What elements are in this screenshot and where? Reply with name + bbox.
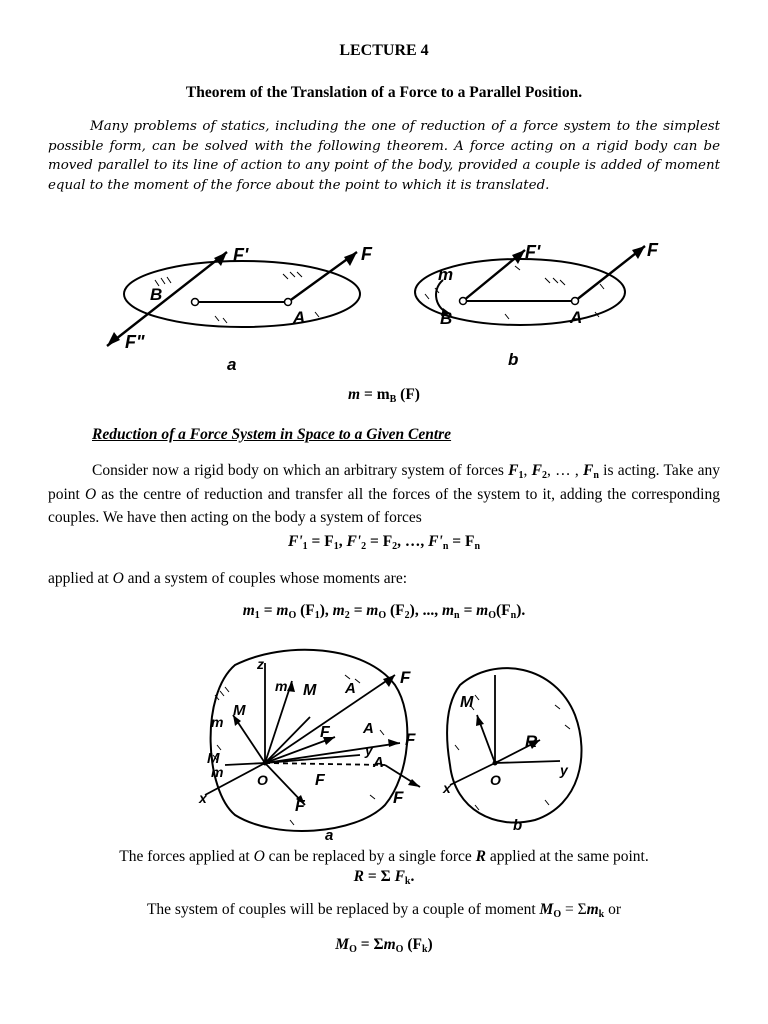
arrow-F [344,252,357,266]
equation-m-mB: $m = m_B$ (F) [348,386,420,405]
section-title: Reduction of a Force System in Space to a Given Centre [92,426,452,443]
label-B-b: B [440,309,453,328]
label-M1: M [303,682,317,699]
label-F2-prime: F [315,772,325,789]
label-F2: F [405,730,416,749]
label-A1: A [345,680,356,697]
label-y: y [365,742,373,758]
lecture-heading: LECTURE 4 [339,42,429,59]
paragraph-resultant: The forces applied at O can be replaced by a single force R applied at the same point. [119,848,649,865]
label-x: x [199,790,207,806]
label-A2: A [363,720,374,737]
label-a2: a [325,827,334,844]
label-F1-prime: F [320,724,330,741]
label-Fn-prime: F [295,798,305,815]
label-F-double: F" [125,332,145,352]
label-Fn: F [393,788,404,807]
figure-translation-diagram [95,228,685,373]
label-B: B [150,285,163,304]
label-x-b: x [443,780,451,796]
label-F: F [361,244,372,264]
arrow-F-double [107,332,120,346]
label-M2: M [233,702,246,719]
label-F-b: F [647,240,658,260]
label-mn: m [211,764,224,780]
label-O: O [257,772,268,788]
equation-forces: $F'_1 = F_1$, $F'_2 = F_2$, …, $F'_n = F_n$ [287,533,481,552]
label-m1: m [275,678,288,694]
label-An: A [373,754,384,771]
label-M0: M [460,694,474,711]
label-m2: m [211,714,224,730]
label-z: z [257,656,264,672]
label-b: b [508,350,519,369]
equation-resultant: R = Σ $F_k$. [353,868,415,887]
arrow-F-prime [214,252,227,266]
body-outline-a [211,650,408,831]
label-b2: b [513,817,523,834]
label-a: a [227,355,237,373]
label-A: A [293,308,306,327]
label-R: R [525,732,538,751]
equation-moments: $m_1 = m_O$ $(F_1)$, $m_2 = m_O$ $(F_2)$, ..., $m_n = m_O(F_n)$. [242,602,526,621]
label-Mn: M [207,750,220,767]
label-m: m [438,265,454,284]
body-outline-b [447,668,581,822]
paragraph-couples: applied at O and a system of couples whose moments are: [48,570,408,587]
label-F1: F [400,668,411,687]
label-y-b: y [560,762,568,778]
label-F-prime: F' [233,245,249,265]
label-A-b: A [570,308,583,327]
equation-moment-sum: $M_O = \Sigma m_O$ $(F_k)$ [335,936,433,955]
label-F-prime-b: F' [525,242,541,262]
intro-paragraph: Many problems of statics, including the one of reduction of a force system to the simplest possible form, can be solved with the following theorem. A force acting on a rigid body can be moved parallel to its line of action to any point of the body, provided a couple is added of moment equal to the moment of the force about the point to which it is translated. [48,119,720,193]
label-O-b: O [490,772,501,788]
page-title: Theorem of the Translation of a Force to a Parallel Position. [185,84,583,101]
paragraph-couple-moment: The system of couples will be replaced by a couple of moment $M_O = \Sigma m_k$ or [146,901,622,920]
figure-reduction-diagram [195,635,595,845]
paragraph-reduction: Consider now a rigid body on which an arbitrary system of forces $F_1$, $F_2$, … , $F_n$ is acting. Take any point O as the centre of reduction and transfer all the forces of the system to it, adding the corresponding couples. We have then acting on the body a system of forces [48,462,721,526]
